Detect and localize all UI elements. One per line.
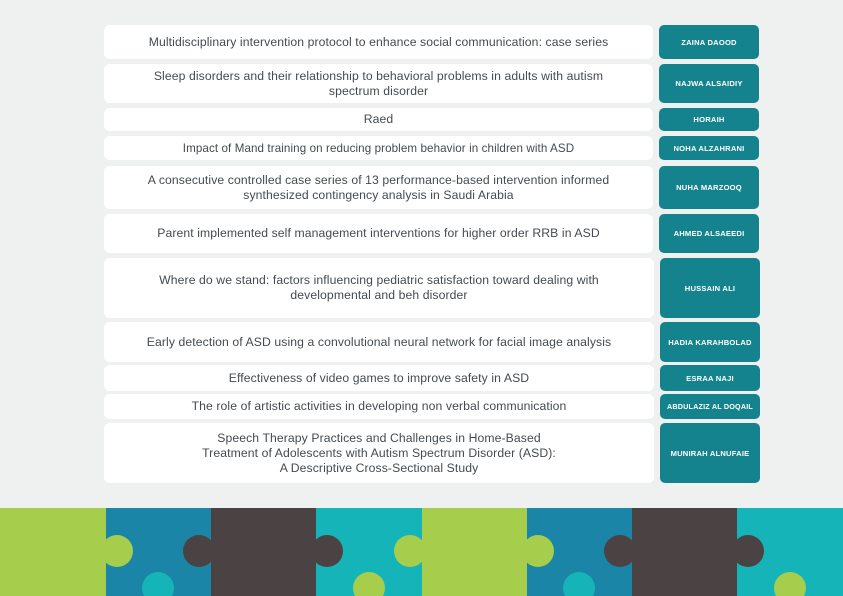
presenter-name-badge: NOHA ALZAHRANI: [659, 136, 759, 160]
puzzle-knob: [101, 535, 133, 567]
schedule-row: [104, 394, 760, 419]
schedule-row: [104, 136, 759, 160]
presenter-name-badge: NUHA MARZOOQ: [659, 166, 759, 209]
schedule-row: [104, 258, 760, 318]
puzzle-knob: [732, 535, 764, 567]
presenter-name-badge: NAJWA ALSAIDIY: [659, 64, 759, 103]
puzzle-piece-dark: [632, 508, 737, 596]
schedule-row: [104, 166, 759, 209]
schedule-row: [104, 214, 759, 253]
presenter-name-badge: HUSSAIN ALI: [660, 258, 760, 318]
presentation-title: The role of artistic activities in developing non verbal communication: [104, 394, 654, 419]
presentation-title: A consecutive controlled case series of 13 performance-based intervention informed synthesized contingency analysis in Saudi Arabia: [104, 166, 653, 209]
presenter-name-badge: ABDULAZIZ AL DOQAIL: [660, 394, 760, 419]
schedule-row: [104, 365, 760, 391]
presentation-title: Impact of Mand training on reducing problem behavior in children with ASD: [104, 136, 653, 160]
puzzle-knob: [311, 535, 343, 567]
presenter-name-badge: AHMED ALSAEEDI: [659, 214, 759, 253]
presentation-title: Speech Therapy Practices and Challenges in Home-Based Treatment of Adolescents with Autism Spectrum Disorder (ASD): A Descriptive Cross-Sectional Study: [104, 423, 654, 483]
presentation-title: Raed: [104, 108, 653, 131]
schedule-row: [104, 108, 759, 131]
presentation-title: Sleep disorders and their relationship to behavioral problems in adults with autism spectrum disorder: [104, 64, 653, 103]
puzzle-knob: [394, 535, 426, 567]
presenter-name-badge: HADIA KARAHBOLAD: [660, 322, 760, 362]
puzzle-piece-green: [422, 508, 527, 596]
schedule-row: [104, 423, 760, 483]
presenter-name-badge: ESRAA NAJI: [660, 365, 760, 391]
presenter-name-badge: MUNIRAH ALNUFAIE: [660, 423, 760, 483]
puzzle-piece-green: [0, 508, 106, 596]
presentation-title: Effectiveness of video games to improve safety in ASD: [104, 365, 654, 391]
presentation-title: Where do we stand: factors influencing pediatric satisfaction toward dealing with developmental and beh disorder: [104, 258, 654, 318]
schedule-row: [104, 322, 760, 362]
presenter-name-badge: ZAINA DAOOD: [659, 25, 759, 59]
puzzle-piece-dark: [211, 508, 316, 596]
presentation-title: Parent implemented self management interventions for higher order RRB in ASD: [104, 214, 653, 253]
puzzle-knob: [604, 535, 636, 567]
puzzle-pieces-banner: [0, 508, 843, 596]
schedule-row: [104, 25, 759, 59]
puzzle-knob: [183, 535, 215, 567]
presentation-title: Early detection of ASD using a convolutional neural network for facial image analysis: [104, 322, 654, 362]
schedule-row: [104, 64, 759, 103]
presenter-name-badge: HORAIH: [659, 108, 759, 131]
puzzle-knob: [522, 535, 554, 567]
presentation-title: Multidisciplinary intervention protocol to enhance social communication: case series: [104, 25, 653, 59]
